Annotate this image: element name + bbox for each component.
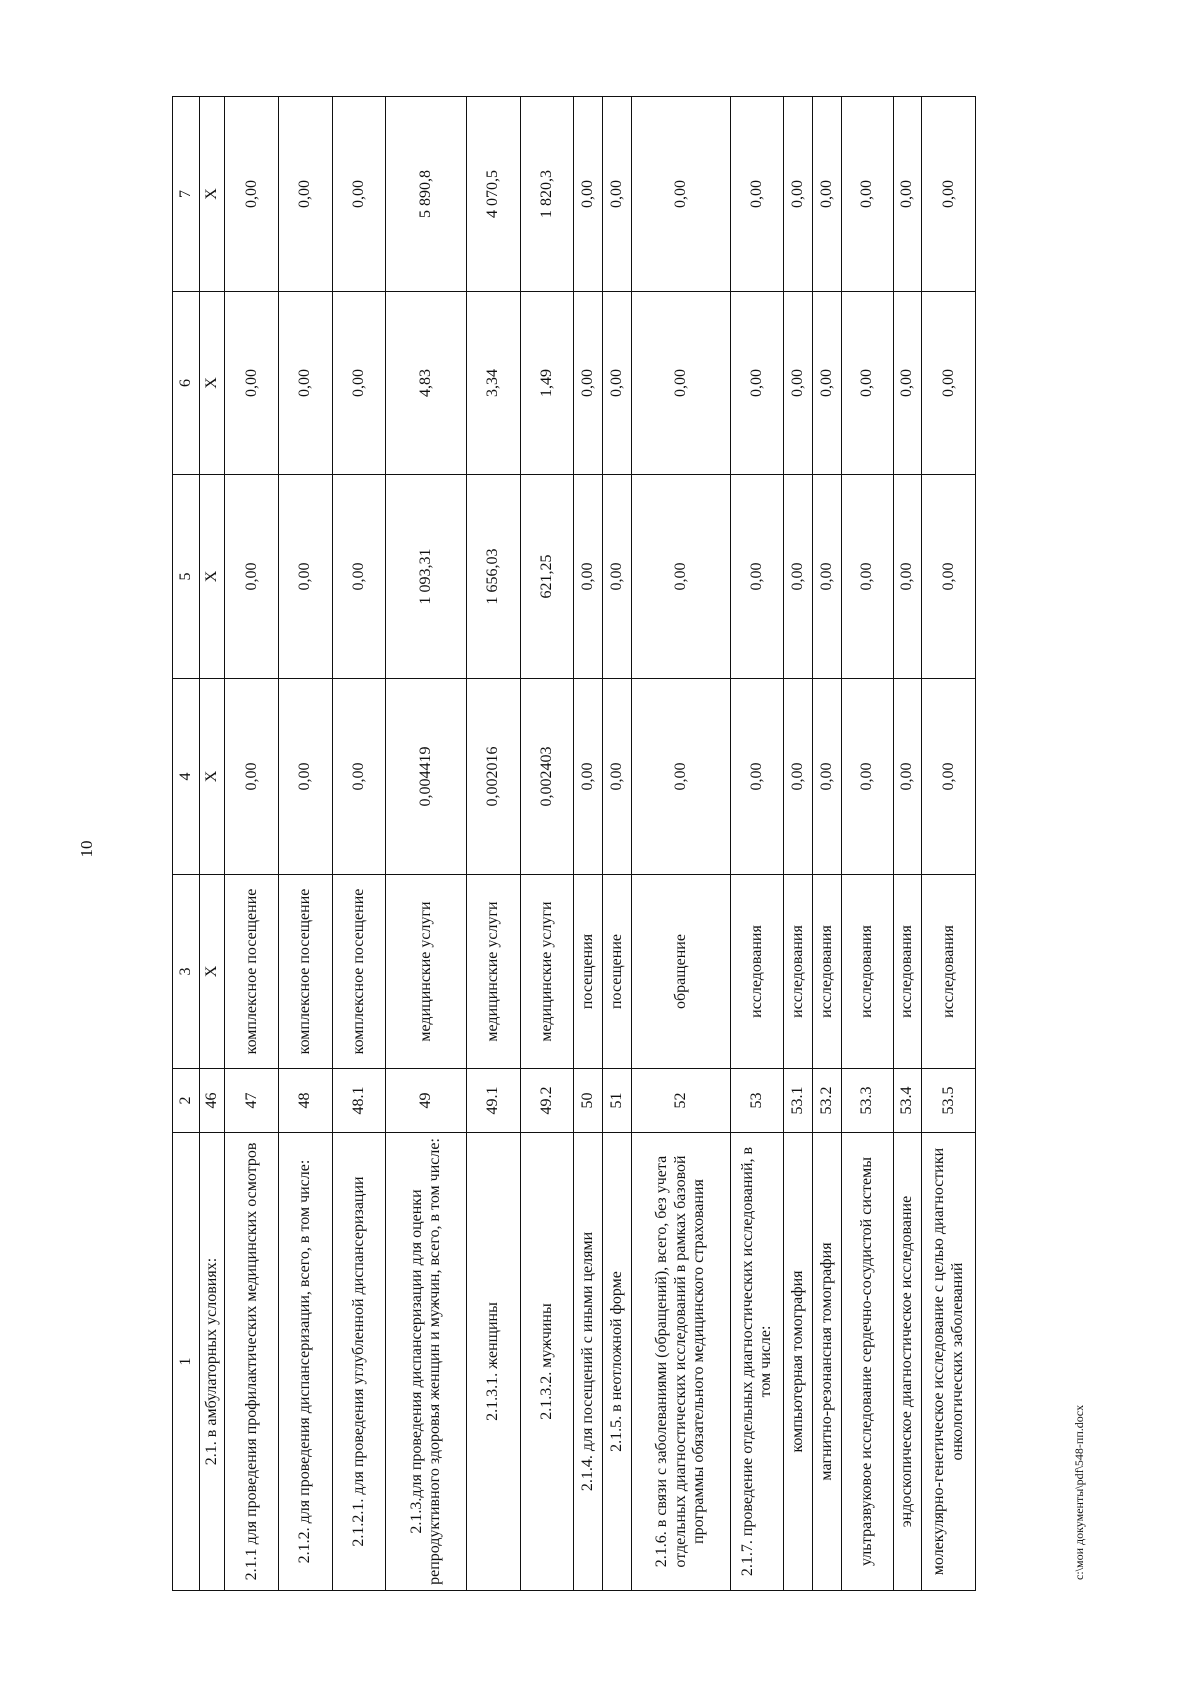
cell-col-3: комплексное посещение [278,875,332,1069]
cell-col-6: 0,00 [893,292,922,475]
cell-col-6: 0,00 [784,292,813,475]
cell-col-2: 53.2 [813,1069,842,1133]
cell-col-2: 53.1 [784,1069,813,1133]
cell-col-7: 5 890,8 [386,97,467,292]
cell-col-5: 0,00 [603,475,632,679]
cell-col-5: 0,00 [278,475,332,679]
cell-col-3: посещение [603,875,632,1069]
cell-col-6: Х [199,292,225,475]
table-row [842,97,893,1591]
cell-col-2: 47 [225,1069,279,1133]
cell-col-7: 0,00 [278,97,332,292]
cell-col-4: 0,004419 [386,679,467,875]
table-row [199,97,225,1591]
cell-col-1: 2.1.1 для проведения профилактических медицинских осмотров [225,1133,279,1591]
cell-col-2: 49.2 [520,1069,574,1133]
cell-col-4: 0,00 [893,679,922,875]
cell-col-6: 0,00 [922,292,976,475]
table-row [813,97,842,1591]
cell-col-3: исследования [893,875,922,1069]
cell-col-4: 0,00 [784,679,813,875]
table-row [225,97,279,1591]
cell-col-5: 0,00 [893,475,922,679]
cell-col-7: 0,00 [842,97,893,292]
table-row [893,97,922,1591]
cell-col-5: 621,25 [520,475,574,679]
cell-col-7: 4 070,5 [467,97,521,292]
cell-col-4: 0,00 [922,679,976,875]
cell-col-2: 49 [386,1069,467,1133]
table-row [386,97,467,1591]
cell-col-1: эндоскопическое диагностическое исследование [893,1133,922,1591]
cell-col-1: магнитно-резонансная томография [813,1133,842,1591]
cell-col-2: 53 [730,1069,784,1133]
cell-col-3: 3 [173,875,200,1069]
table-row [574,97,603,1591]
table-row [632,97,731,1591]
cell-col-2: 46 [199,1069,225,1133]
cell-col-1: 2.1.6. в связи с заболеваниями (обращений), всего, без учета отдельных диагностических исследований в рамках базовой программы обязательного медицинского страхования [632,1133,731,1591]
cell-col-1: 2.1.2.1. для проведения углубленной диспансеризации [332,1133,386,1591]
cell-col-1: 2.1.3.1. женщины [467,1133,521,1591]
rotated-table-container [172,97,976,1591]
footer-file-path: c:\мои документы\pdf\548-пп.docx [1072,1404,1086,1580]
cell-col-3: исследования [842,875,893,1069]
cell-col-7: 0,00 [922,97,976,292]
cell-col-2: 53.3 [842,1069,893,1133]
cell-col-7: 0,00 [784,97,813,292]
cell-col-5: 0,00 [922,475,976,679]
cell-col-3: медицинские услуги [386,875,467,1069]
cell-col-6: 6 [173,292,200,475]
table-row [922,97,976,1591]
cell-col-6: 0,00 [225,292,279,475]
cell-col-1: 1 [173,1133,200,1591]
cell-col-6: 0,00 [813,292,842,475]
cell-col-7: 0,00 [603,97,632,292]
cell-col-1: 2.1.2. для проведения диспансеризации, всего, в том числе: [278,1133,332,1591]
cell-col-2: 48 [278,1069,332,1133]
cell-col-5: 0,00 [842,475,893,679]
cell-col-7: 0,00 [813,97,842,292]
cell-col-1: молекулярно-генетическое исследование с целью диагностики онкологических заболеваний [922,1133,976,1591]
cell-col-1: 2.1.5. в неотложной форме [603,1133,632,1591]
cell-col-6: 3,34 [467,292,521,475]
cell-col-4: 0,00 [813,679,842,875]
table-row [332,97,386,1591]
page-number: 10 [77,840,96,858]
cell-col-4: Х [199,679,225,875]
cell-col-4: 0,00 [603,679,632,875]
table-body [173,97,976,1591]
cell-col-5: 0,00 [813,475,842,679]
cell-col-2: 51 [603,1069,632,1133]
cell-col-6: 4,83 [386,292,467,475]
cell-col-3: комплексное посещение [332,875,386,1069]
cell-col-6: 0,00 [332,292,386,475]
cell-col-1: 2.1. в амбулаторных условиях: [199,1133,225,1591]
cell-col-4: 0,00 [842,679,893,875]
header-row [173,97,200,1591]
cell-col-3: медицинские услуги [467,875,521,1069]
cell-col-3: Х [199,875,225,1069]
cell-col-2: 53.4 [893,1069,922,1133]
cell-col-3: исследования [813,875,842,1069]
cell-col-6: 0,00 [603,292,632,475]
cell-col-4: 4 [173,679,200,875]
cell-col-1: ультразвуковое исследование сердечно-сосудистой системы [842,1133,893,1591]
cell-col-6: 0,00 [278,292,332,475]
cell-col-1: 2.1.3.2. мужчины [520,1133,574,1591]
cell-col-4: 0,002403 [520,679,574,875]
cell-col-7: 0,00 [574,97,603,292]
cell-col-4: 0,00 [632,679,731,875]
cell-col-3: обращение [632,875,731,1069]
cell-col-5: Х [199,475,225,679]
cell-col-7: 0,00 [893,97,922,292]
cell-col-1: 2.1.3.для проведения диспансеризации для оценки репродуктивного здоровья женщин и мужчин, всего, в том числе: [386,1133,467,1591]
table-row [520,97,574,1591]
cell-col-7: 7 [173,97,200,292]
cell-col-3: посещения [574,875,603,1069]
cell-col-5: 0,00 [225,475,279,679]
cell-col-4: 0,00 [574,679,603,875]
cell-col-6: 1,49 [520,292,574,475]
cell-col-2: 50 [574,1069,603,1133]
table-row [603,97,632,1591]
cell-col-5: 5 [173,475,200,679]
cell-col-6: 0,00 [842,292,893,475]
cell-col-6: 0,00 [730,292,784,475]
table-row [784,97,813,1591]
table-row [467,97,521,1591]
cell-col-2: 2 [173,1069,200,1133]
cell-col-7: 0,00 [332,97,386,292]
cell-col-2: 49.1 [467,1069,521,1133]
cell-col-7: 1 820,3 [520,97,574,292]
cell-col-5: 0,00 [332,475,386,679]
cell-col-5: 0,00 [784,475,813,679]
cell-col-2: 53.5 [922,1069,976,1133]
cell-col-1: 2.1.7. проведение отдельных диагностических исследований, в том числе: [730,1133,784,1591]
cell-col-3: медицинские услуги [520,875,574,1069]
cell-col-7: 0,00 [225,97,279,292]
cell-col-1: компьютерная томография [784,1133,813,1591]
table-row [730,97,784,1591]
cell-col-4: 0,00 [278,679,332,875]
cell-col-6: 0,00 [632,292,731,475]
cell-col-7: 0,00 [730,97,784,292]
cell-col-5: 0,00 [574,475,603,679]
cell-col-4: 0,00 [332,679,386,875]
cell-col-5: 0,00 [730,475,784,679]
cell-col-7: Х [199,97,225,292]
cell-col-3: исследования [784,875,813,1069]
data-table [172,96,976,1591]
cell-col-3: исследования [922,875,976,1069]
cell-col-5: 0,00 [632,475,731,679]
cell-col-4: 0,00 [225,679,279,875]
cell-col-5: 1 656,03 [467,475,521,679]
cell-col-2: 48.1 [332,1069,386,1133]
cell-col-7: 0,00 [632,97,731,292]
table-row [278,97,332,1591]
cell-col-2: 52 [632,1069,731,1133]
cell-col-1: 2.1.4. для посещений с иными целями [574,1133,603,1591]
cell-col-6: 0,00 [574,292,603,475]
cell-col-4: 0,002016 [467,679,521,875]
cell-col-3: исследования [730,875,784,1069]
cell-col-5: 1 093,31 [386,475,467,679]
cell-col-3: комплексное посещение [225,875,279,1069]
cell-col-4: 0,00 [730,679,784,875]
